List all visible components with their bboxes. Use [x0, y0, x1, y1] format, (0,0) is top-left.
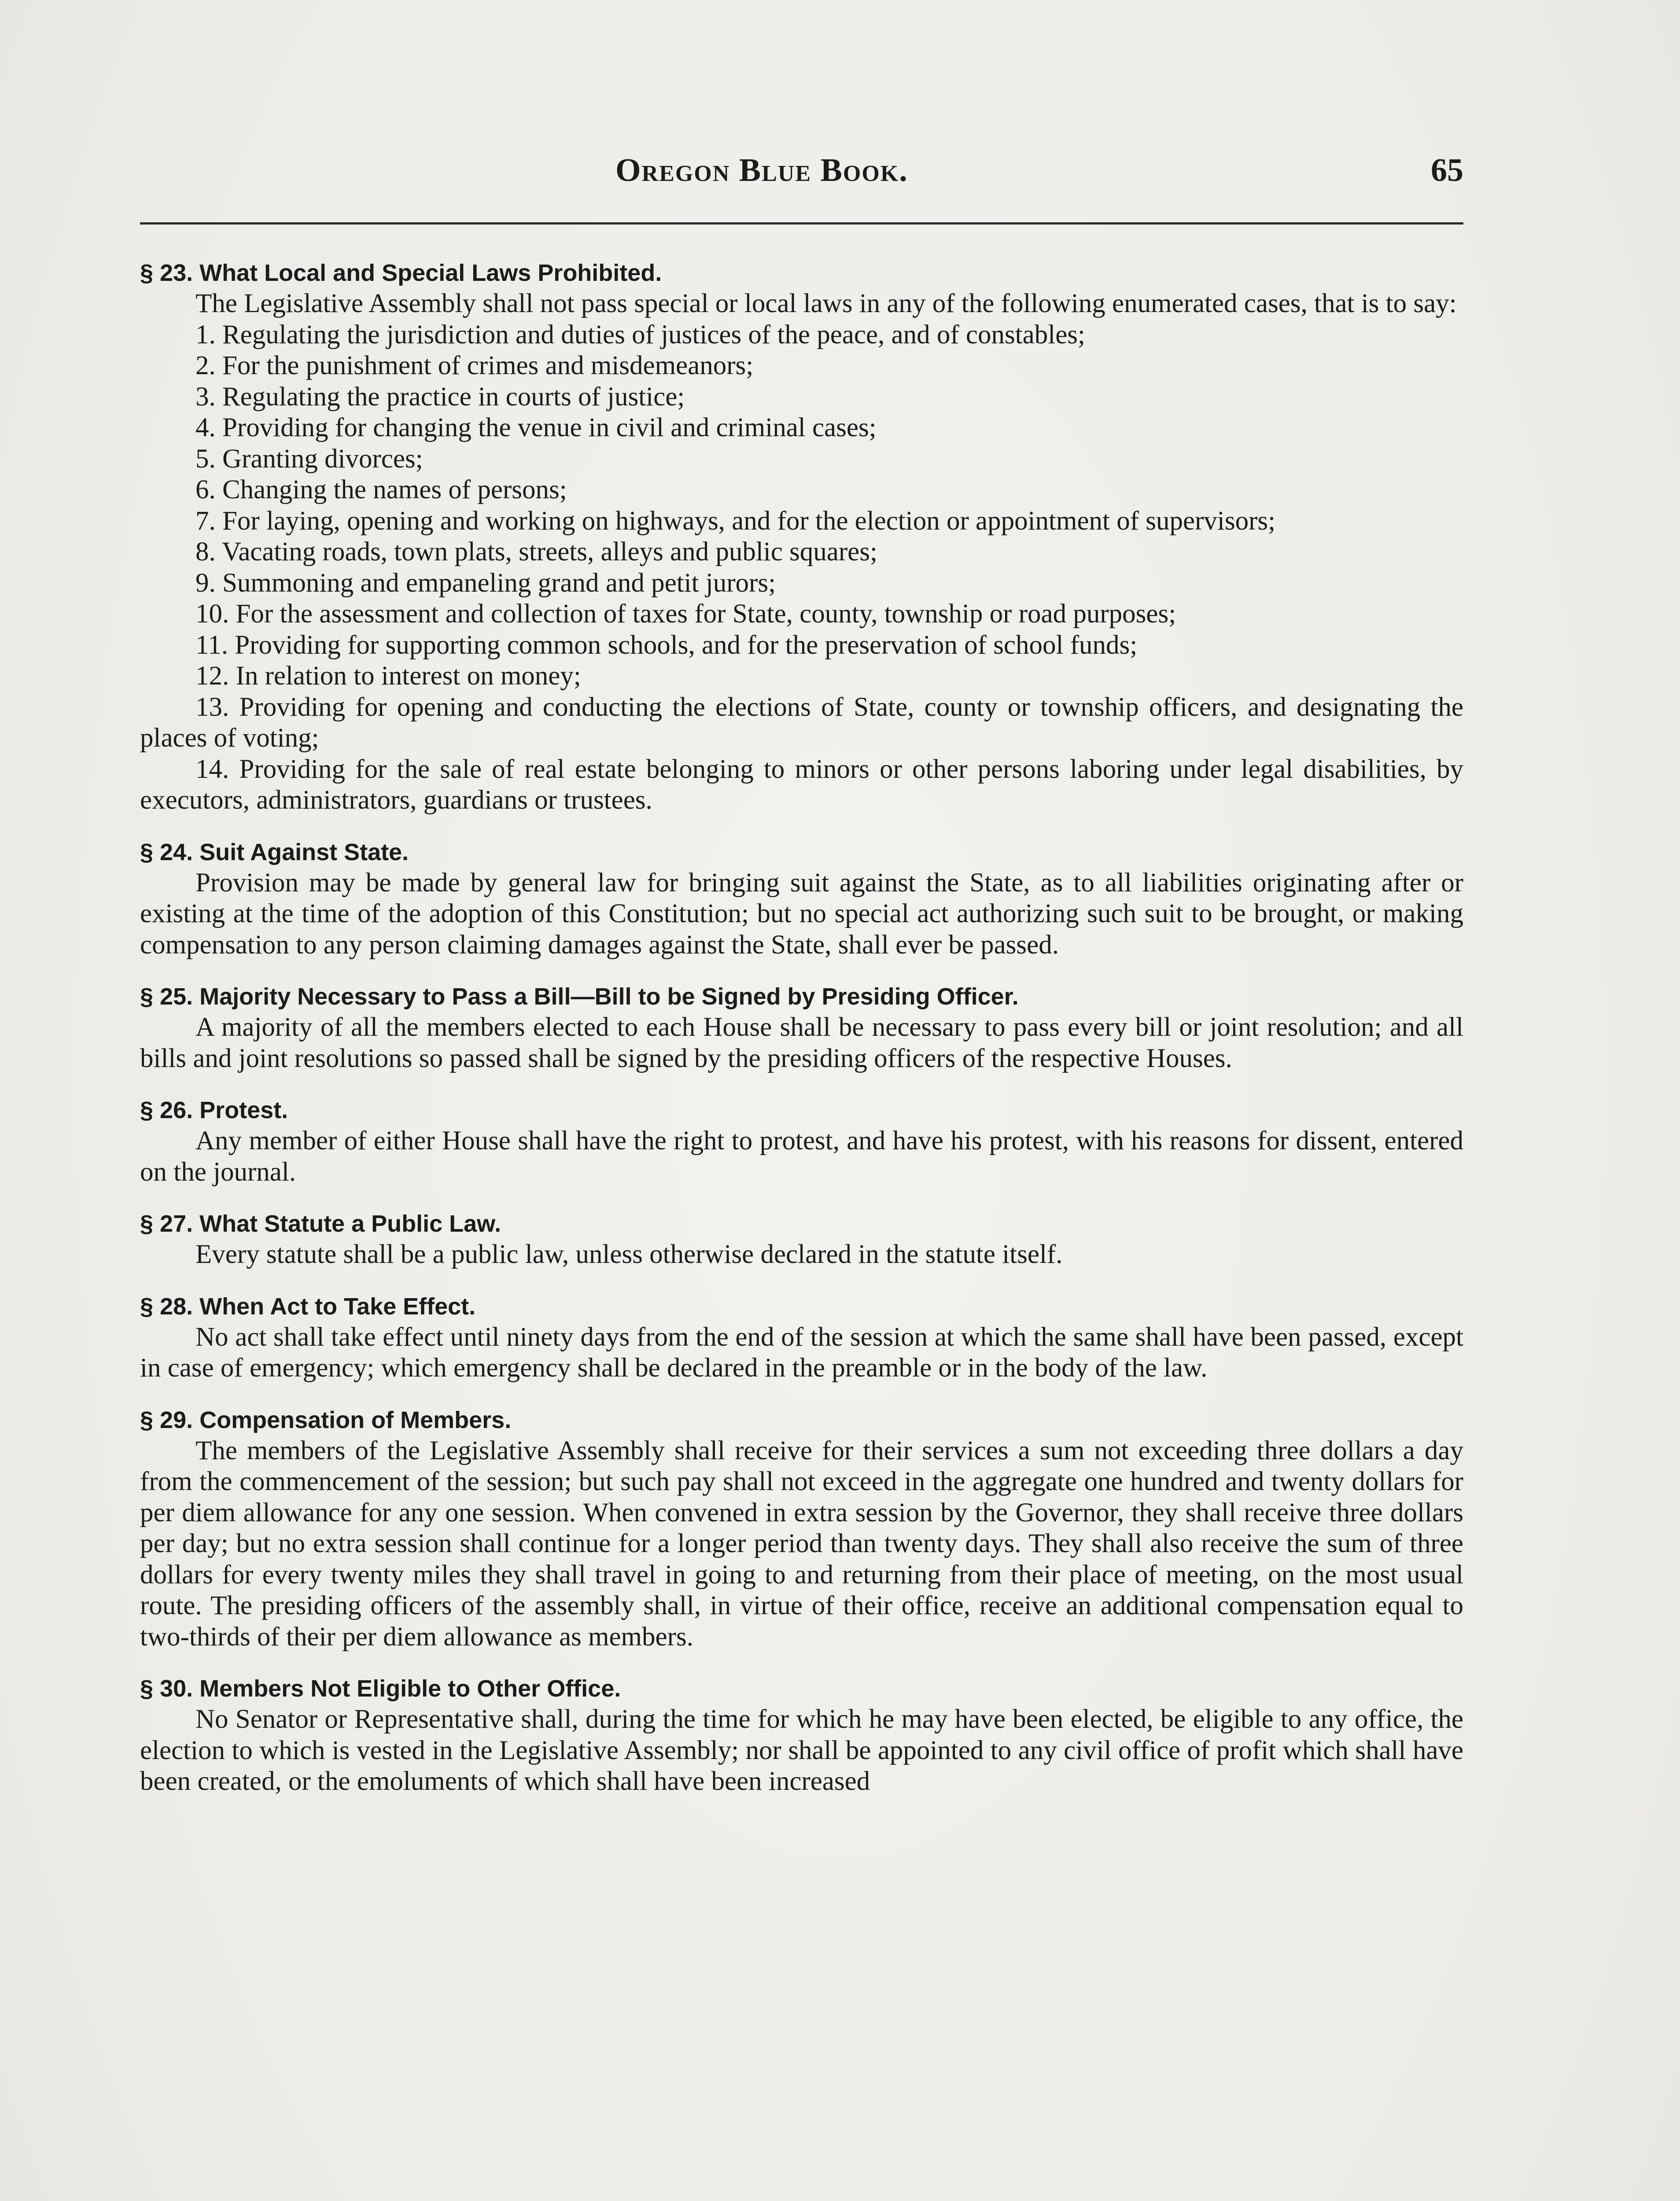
list-item: 14. Providing for the sale of real estate belonging to minors or other persons laboring under legal disabilities, by executors, administrators, guardians or trustees.: [140, 754, 1463, 815]
section-28: [140, 1291, 1463, 1384]
page-header: [140, 152, 1463, 200]
list-item: 1. Regulating the jurisdiction and duties of justices of the peace, and of constables;: [195, 320, 1085, 350]
list-item: 7. For laying, opening and working on highways, and for the election or appointment of supervisors;: [195, 506, 1276, 536]
section-text: Provision may be made by general law for bringing suit against the State, as to all liabilities originating after or existing at the time of the adoption of this Constitution; but no special act authorizing such suit to be brought, or making compensation to any person claiming damages against the State, shall ever be passed.: [140, 868, 1463, 960]
list-item: 11. Providing for supporting common schools, and for the preservation of school funds;: [195, 630, 1138, 660]
section-heading: § 30. Members Not Eligible to Other Office.: [140, 1675, 621, 1702]
section-intro: The Legislative Assembly shall not pass special or local laws in any of the following enumerated cases, that is to say:: [195, 289, 1457, 318]
section-25: [140, 981, 1463, 1074]
section-text: The members of the Legislative Assembly shall receive for their services a sum not exceeding three dollars a day from the commencement of the session; but such pay shall not exceed in the aggregate one hundred and twenty dollars for per diem allowance for any one session. When convened in extra session by the Governor, they shall receive three dollars per day; but no extra session shall continue for a longer period than twenty days. They shall also receive the sum of three dollars for every twenty miles they shall travel in going to and returning from their place of meeting, on the most usual route. The presiding officers of the assembly shall, in virtue of their office, receive an additional compensation equal to two-thirds of their per diem allowance as members.: [140, 1435, 1463, 1652]
section-heading: § 29. Compensation of Members.: [140, 1406, 512, 1433]
section-text: No Senator or Representative shall, during the time for which he may have been elected, be eligible to any office, the election to which is vested in the Legislative Assembly; nor shall be appointed to any civil office of profit which shall have been created, or the emoluments of which shall have been increased: [140, 1704, 1463, 1796]
section-23: [140, 258, 1463, 816]
list-item: 8. Vacating roads, town plats, streets, alleys and public squares;: [195, 537, 877, 567]
section-heading: § 27. What Statute a Public Law.: [140, 1211, 501, 1237]
running-title: Oregon Blue Book.: [615, 152, 908, 188]
list-item: 13. Providing for opening and conducting the elections of State, county or township officers, and designating the places of voting;: [140, 692, 1463, 753]
section-29: [140, 1405, 1463, 1653]
section-30: [140, 1673, 1463, 1797]
header-rule: [140, 222, 1463, 225]
list-item: 9. Summoning and empaneling grand and petit jurors;: [195, 568, 776, 598]
section-text: No act shall take effect until ninety days from the end of the session at which the same shall have been passed, except in case of emergency; which emergency shall be declared in the preamble or in the body of the law.: [140, 1322, 1463, 1383]
list-item: 10. For the assessment and collection of taxes for State, county, township or road purposes;: [195, 599, 1176, 629]
list-item: 2. For the punishment of crimes and misdemeanors;: [195, 351, 754, 380]
section-heading: § 28. When Act to Take Effect.: [140, 1293, 476, 1320]
section-26: [140, 1095, 1463, 1188]
section-text: A majority of all the members elected to each House shall be necessary to pass every bill or joint resolution; and all bills and joint resolutions so passed shall be signed by the presiding officers of the respective Houses.: [140, 1012, 1463, 1073]
section-heading: § 26. Protest.: [140, 1097, 288, 1123]
section-heading: § 24. Suit Against State.: [140, 839, 409, 865]
section-27: [140, 1208, 1463, 1270]
list-item: 12. In relation to interest on money;: [195, 661, 581, 691]
section-text: Any member of either House shall have the right to protest, and have his protest, with his reasons for dissent, entered on the journal.: [140, 1126, 1463, 1187]
section-text: Every statute shall be a public law, unless otherwise declared in the statute itself.: [195, 1240, 1063, 1269]
page-body: [140, 258, 1463, 1818]
section-24: [140, 837, 1463, 961]
list-item: 4. Providing for changing the venue in civil and criminal cases;: [195, 413, 877, 442]
page-number: 65: [1431, 152, 1463, 188]
list-item: 3. Regulating the practice in courts of justice;: [195, 382, 685, 412]
section-heading: § 25. Majority Necessary to Pass a Bill—Bill to be Signed by Presiding Officer.: [140, 983, 1019, 1010]
section-heading: § 23. What Local and Special Laws Prohibited.: [140, 260, 662, 286]
list-item: 5. Granting divorces;: [195, 444, 423, 474]
list-item: 6. Changing the names of persons;: [195, 475, 567, 504]
